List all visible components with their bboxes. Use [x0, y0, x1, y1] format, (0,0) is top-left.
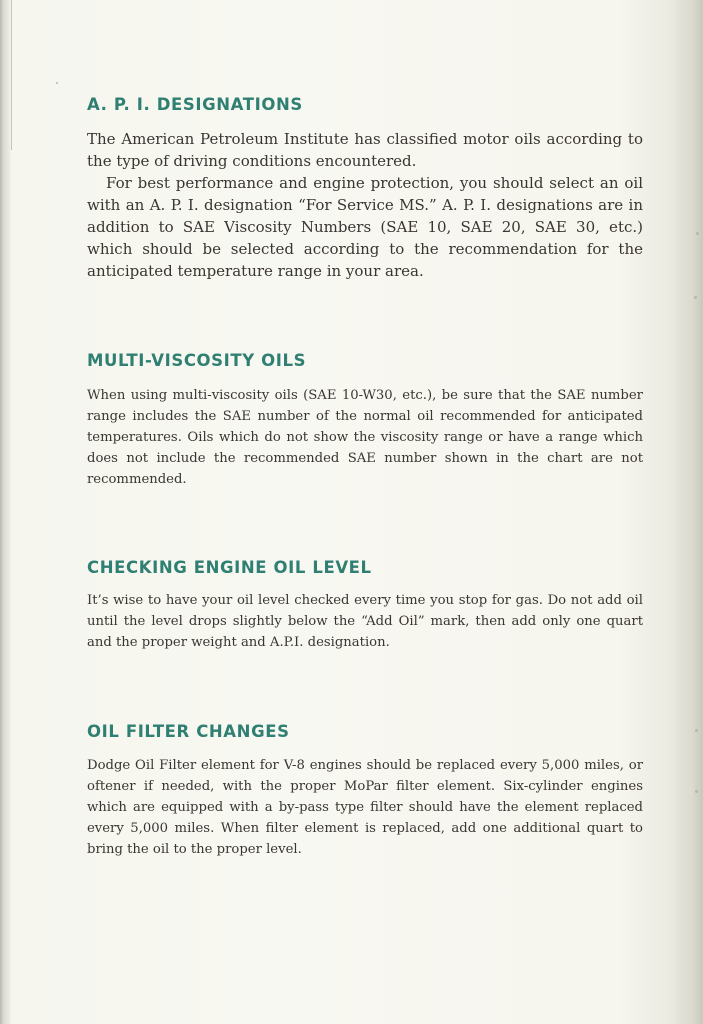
section-oil-filter-changes: [87, 722, 643, 860]
section-paragraph: Dodge Oil Filter element for V-8 engines should be replaced every 5,000 miles, or oftener if needed, with the proper MoPar filter element. Six-cylinder engines which are equipped with a by-pass type filter should have the element replaced every 5,000 miles. When filter element is replaced, add one additional quart to bring the oil to the proper level.: [87, 758, 643, 857]
section-paragraph: When using multi-viscosity oils (SAE 10-W30, etc.), be sure that the SAE number range includes the SAE number of the normal oil recommended for anticipated temperatures. Oils which do not show the viscosity range or have a range which does not include the recommended SAE number shown in the chart are not recommended.: [87, 388, 643, 487]
page-right-edge-shadow: [675, 0, 703, 1024]
section-checking-engine-oil-level: [87, 558, 643, 653]
page-binding-line: [11, 0, 12, 150]
section-heading: CHECKING ENGINE OIL LEVEL: [87, 558, 372, 577]
section-heading: OIL FILTER CHANGES: [87, 722, 290, 741]
section-paragraph: It’s wise to have your oil level checked every time you stop for gas. Do not add oil until the level drops slightly below the “Add Oil” mark, then add only one quart and the proper weight and A.P.I. designation.: [87, 593, 643, 650]
paper-speck: [695, 729, 698, 732]
section-paragraph: For best performance and engine protection, you should select an oil with an A. P. I. designation “For Service MS.” A. P. I. designations are in addition to SAE Viscosity Numbers (SAE 10, SAE 20, SAE 30, etc.) which should be selected according to the recommendation for the anticipated temperature range in your area.: [87, 174, 643, 280]
section-heading: A. P. I. DESIGNATIONS: [87, 95, 303, 114]
section-paragraph: The American Petroleum Institute has classified motor oils according to the type of driving conditions encountered.: [87, 130, 643, 170]
paper-speck: [694, 296, 697, 299]
paper-speck: [695, 790, 698, 793]
paper-speck: [56, 82, 58, 84]
section-multi-viscosity-oils: [87, 351, 643, 490]
page-left-edge-shadow: [0, 0, 12, 1024]
section-api-designations: [87, 95, 643, 282]
paper-speck: [696, 232, 699, 235]
section-heading: MULTI-VISCOSITY OILS: [87, 351, 307, 370]
